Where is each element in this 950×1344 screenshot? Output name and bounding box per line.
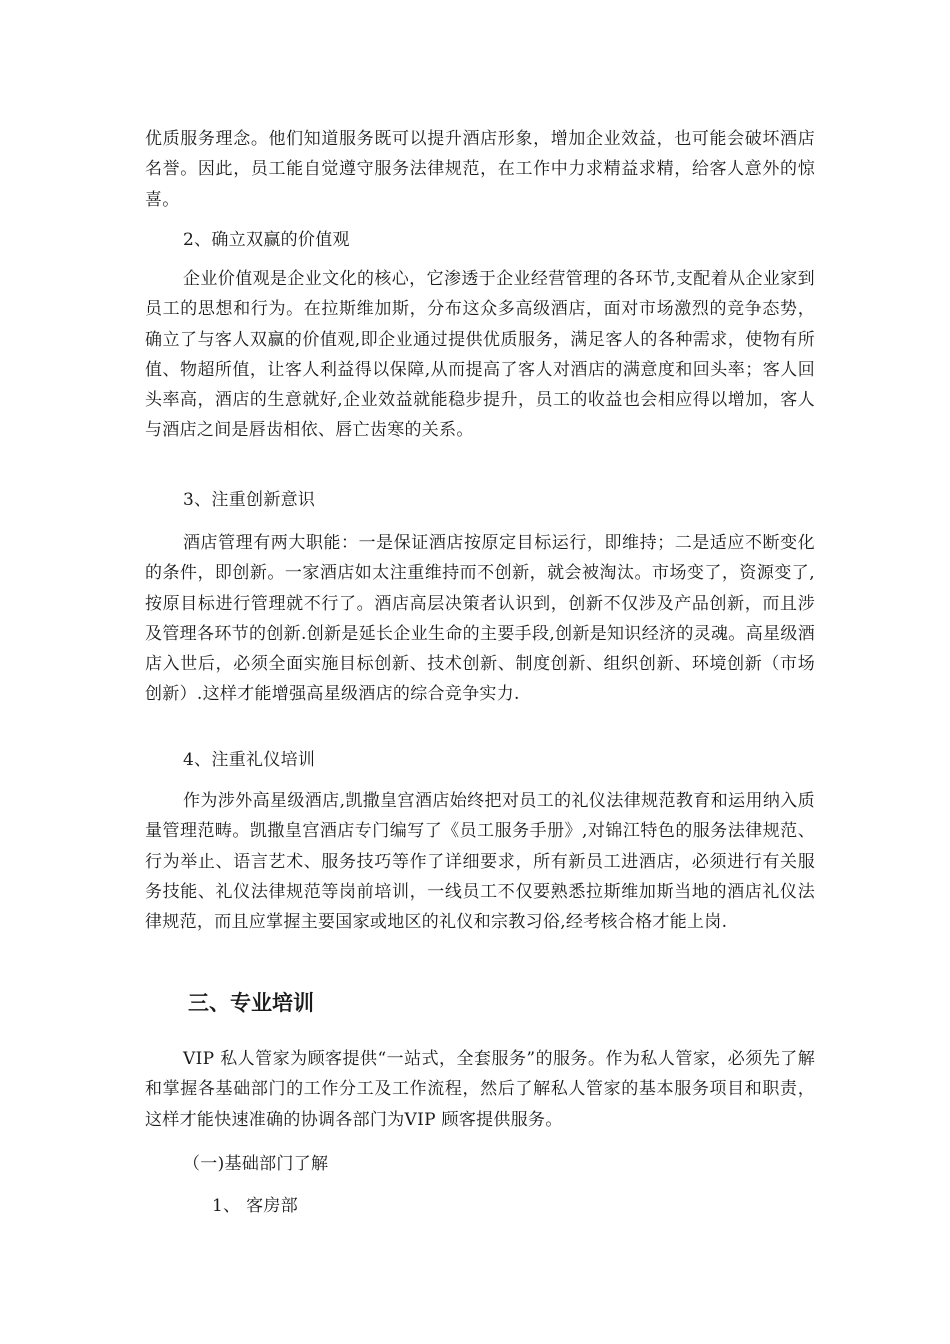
subsection-1-item-1: 1、 客房部	[212, 1196, 299, 1216]
item-4-heading: 4、注重礼仪培训	[183, 750, 316, 770]
item-3-body: 酒店管理有两大职能：一是保证酒店按原定目标运行，即维持；二是适应不断变化的条件，即创新。一家酒店如太注重维持而不创新，就会被淘汰。市场变了，资源变了,按原目标进行管理就不行了。酒店高层决策者认识到，创新不仅涉及产品创新，而且涉及管理各环节的创新.创新是延长企业生命的主要手段,创新是知识经济的灵魂。高星级酒店入世后，必须全面实施目标创新、技术创新、制度创新、组织创新、环境创新（市场创新）.这样才能增强高星级酒店的综合竞争实力.	[145, 533, 815, 705]
section-3-body: VIP 私人管家为顾客提供“一站式，全套服务”的服务。作为私人管家，必须先了解和掌握各基础部门的工作分工及工作流程，然后了解私人管家的基本服务项目和职责，这样才能快速准确的协调各部门为VIP 顾客提供服务。	[145, 1049, 815, 1130]
item-4-body: 作为涉外高星级酒店,凯撒皇宫酒店始终把对员工的礼仪法律规范教育和运用纳入质量管理范畴。凯撒皇宫酒店专门编写了《员工服务手册》,对锦江特色的服务法律规范、行为举止、语言艺术、服务技巧等作了详细要求，所有新员工进酒店，必须进行有关服务技能、礼仪法律规范等岗前培训，一线员工不仅要熟悉拉斯维加斯当地的酒店礼仪法律规范，而且应掌握主要国家或地区的礼仪和宗教习俗,经考核合格才能上岗.	[145, 791, 815, 933]
subsection-1-title: （一)基础部门了解	[183, 1154, 329, 1174]
item-2-heading: 2、确立双赢的价值观	[183, 230, 350, 250]
paragraph-continuation: 优质服务理念。他们知道服务既可以提升酒店形象，增加企业效益，也可能会破坏酒店名誉。因此，员工能自觉遵守服务法律规范，在工作中力求精益求精，给客人意外的惊喜。	[145, 129, 815, 210]
section-3-title: 三、专业培训	[188, 991, 314, 1015]
item-2-body: 企业价值观是企业文化的核心，它渗透于企业经营管理的各环节,支配着从企业家到员工的思想和行为。在拉斯维加斯，分布这众多高级酒店，面对市场激烈的竞争态势，确立了与客人双赢的价值观,即企业通过提供优质服务，满足客人的各种需求，使物有所值、物超所值，让客人利益得以保障,从而提高了客人对酒店的满意度和回头率；客人回头率高，酒店的生意就好,企业效益就能稳步提升，员工的收益也会相应得以增加，客人与酒店之间是唇齿相依、唇亡齿寒的关系。	[145, 269, 815, 441]
item-3-heading: 3、注重创新意识	[183, 490, 316, 510]
